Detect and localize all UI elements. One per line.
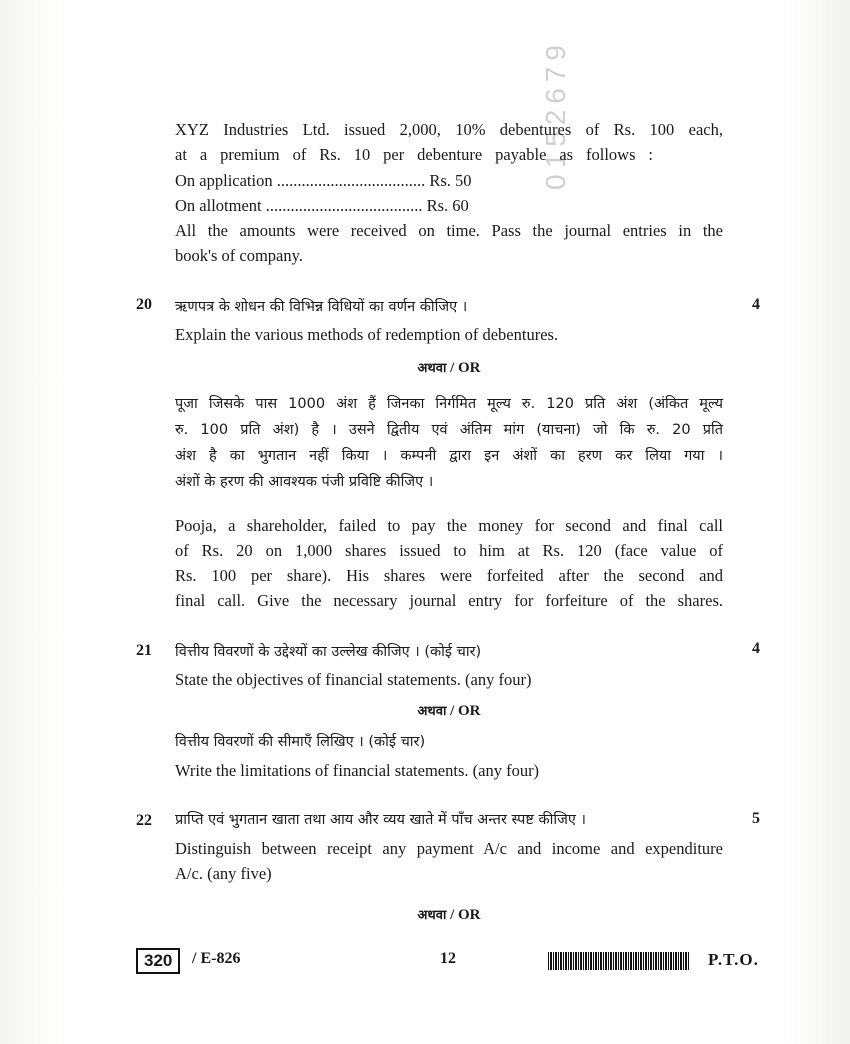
question-marks: 5 (752, 810, 760, 827)
or-separator (175, 701, 723, 720)
q22-english-2: A/c. (any five) (175, 864, 272, 883)
installment-allotment (175, 193, 723, 218)
question-number: 21 (136, 642, 152, 659)
barcode (548, 952, 690, 970)
or-hindi: अथवा (417, 361, 447, 376)
question-number: 22 (136, 812, 152, 829)
paper-id: / E-826 (192, 950, 241, 967)
q22-english-1: Distinguish between receipt any payment A/c and income and expenditure (175, 839, 723, 858)
or-hindi: अथवा (417, 704, 447, 719)
q20-alt-hindi-4: अंशों के हरण की आवश्यक पंजी प्रविष्टि कीजिए । (175, 474, 434, 490)
q21-alt-hindi: वित्तीय विवरणों की सीमाएँ लिखिए । (कोई चार) (175, 734, 426, 750)
installment-dots: .................................... (276, 171, 426, 190)
q20-english: Explain the various methods of redemption of debentures. (175, 325, 559, 344)
q21-alt-english: Write the limitations of financial statements. (any four) (175, 761, 540, 780)
q20-hindi: ऋणपत्र के शोधन की विभिन्न विधियों का वर्णन कीजिए । (175, 299, 468, 315)
question-marks: 4 (752, 296, 760, 313)
question-marks: 4 (752, 640, 760, 657)
q20-alt-english-1: Pooja, a shareholder, failed to pay the money for second and final call (175, 516, 723, 535)
page-number: 12 (440, 950, 456, 967)
q20-alt-hindi-1: पूजा जिसके पास 1000 अंश हैं जिनका निर्गमित मूल्य रु. 120 प्रति अंश (अंकित मूल्य (175, 396, 723, 412)
paper-code-box: 320 (136, 948, 180, 974)
pto-label: P.T.O. (708, 950, 759, 969)
q20-alt-hindi-3: अंश है का भुगतान नहीं किया । कम्पनी द्वारा इन अंशों का हरण कर लिया गया । (175, 448, 723, 464)
q20-alt-hindi-2: रु. 100 प्रति अंश) है । उसने द्वितीय एवं अंतिम मांग (याचना) जो कि रु. 20 प्रति (175, 422, 723, 438)
installment-label: On application (175, 171, 273, 190)
intro-closing-1: All the amounts were received on time. Pass the journal entries in the (175, 221, 723, 240)
intro-line-2: at a premium of Rs. 10 per debenture payable as follows : (175, 145, 653, 164)
installment-application (175, 168, 723, 193)
serial-watermark: 0152679 (540, 38, 571, 190)
q21-hindi: वित्तीय विवरणों के उद्देश्यों का उल्लेख कीजिए । (कोई चार) (175, 644, 482, 660)
q20-alt-english-2: of Rs. 20 on 1,000 shares issued to him at Rs. 120 (face value of (175, 541, 723, 560)
or-separator (175, 905, 723, 924)
installment-dots: ...................................... (265, 196, 423, 215)
question-number: 20 (136, 296, 152, 313)
q20-alt-english-3: Rs. 100 per share). His shares were forfeited after the second and (175, 566, 723, 585)
or-separator (175, 358, 723, 377)
or-english: / OR (450, 360, 481, 376)
intro-closing-2: book's of company. (175, 246, 303, 265)
q21-english: State the objectives of financial statements. (any four) (175, 670, 532, 689)
q20-alt-english-4: final call. Give the necessary journal entry for forfeiture of the shares. (175, 591, 723, 610)
installment-amount: Rs. 60 (426, 196, 469, 215)
or-english: / OR (450, 907, 481, 923)
installment-amount: Rs. 50 (429, 171, 472, 190)
or-english: / OR (450, 703, 481, 719)
or-hindi: अथवा (417, 908, 447, 923)
installment-label: On allotment (175, 196, 262, 215)
intro-line-1: XYZ Industries Ltd. issued 2,000, 10% debentures of Rs. 100 each, (175, 120, 723, 139)
q22-hindi: प्राप्ति एवं भुगतान खाता तथा आय और व्यय खाते में पाँच अन्तर स्पष्ट कीजिए । (175, 812, 586, 828)
